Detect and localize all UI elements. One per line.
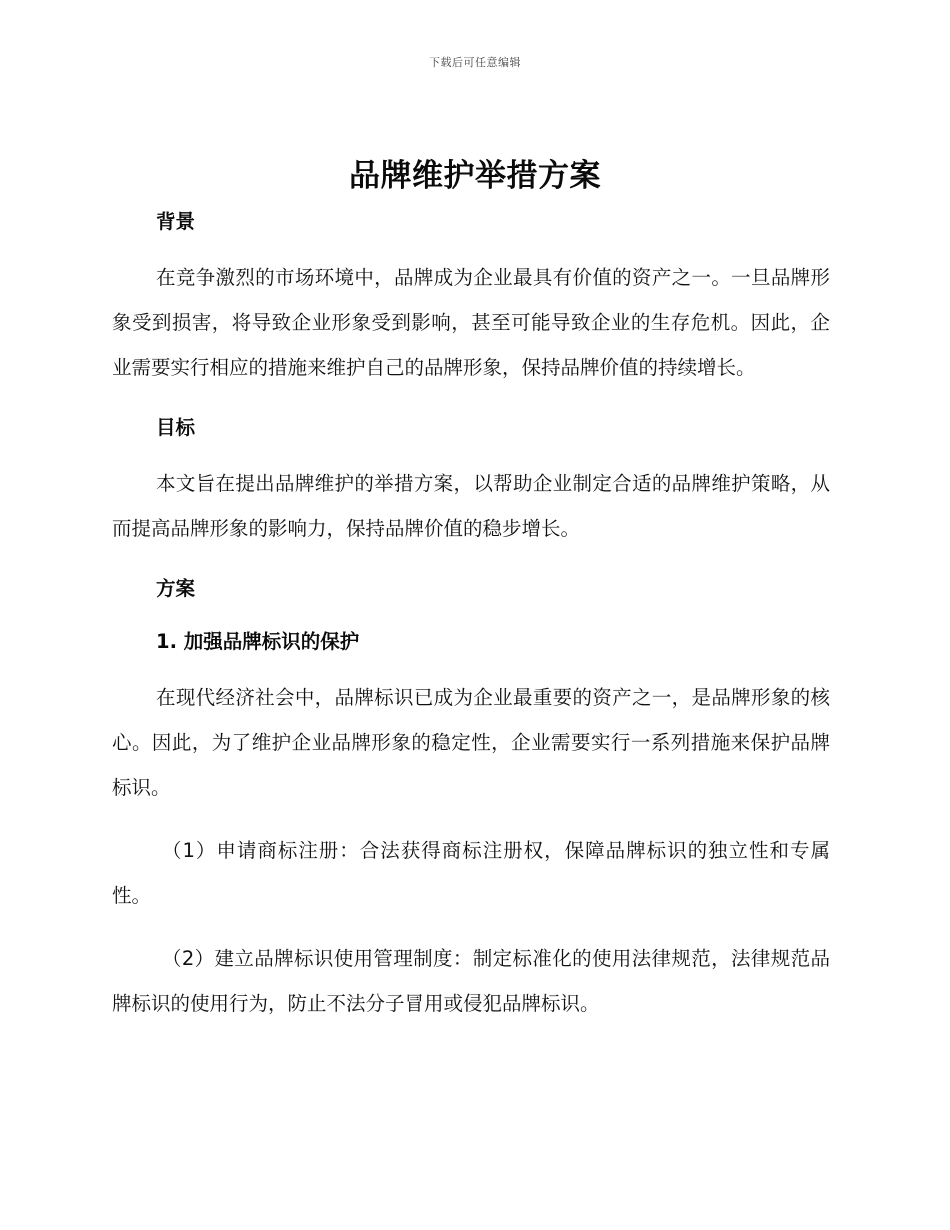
section-heading-background: 背景 <box>156 210 196 233</box>
list-item: （1）申请商标注册：合法获得商标注册权，保障品牌标识的独立性和专属性。 <box>112 839 830 907</box>
background-paragraph: 在竞争激烈的市场环境中，品牌成为企业最具有价值的资产之一。一旦品牌形象受到损害，将导致企业形象受到影响，甚至可能导致企业的生存危机。因此，企业需要实行相应的措施来维护自己的品牌形象，保持品牌价值的持续增长。 <box>112 266 830 379</box>
goal-paragraph: 本文旨在提出品牌维护的举措方案，以帮助企业制定合适的品牌维护策略，从而提高品牌形象的影响力，保持品牌价值的稳步增长。 <box>112 472 830 540</box>
section-heading-goal: 目标 <box>156 416 196 439</box>
section-heading-plan: 方案 <box>156 577 196 600</box>
header-note: 下载后可任意编辑 <box>429 56 521 69</box>
document-body <box>112 207 830 1026</box>
document-title: 品牌维护举措方案 <box>349 158 601 194</box>
subsection-heading-brand-identity: 1. 加强品牌标识的保护 <box>156 630 360 653</box>
list-item: （2）建立品牌标识使用管理制度：制定标准化的使用法律规范，法律规范品牌标识的使用行为，防止不法分子冒用或侵犯品牌标识。 <box>112 947 830 1015</box>
brand-identity-paragraph: 在现代经济社会中，品牌标识已成为企业最重要的资产之一，是品牌形象的核心。因此，为了维护企业品牌形象的稳定性，企业需要实行一系列措施来保护品牌标识。 <box>112 686 830 799</box>
